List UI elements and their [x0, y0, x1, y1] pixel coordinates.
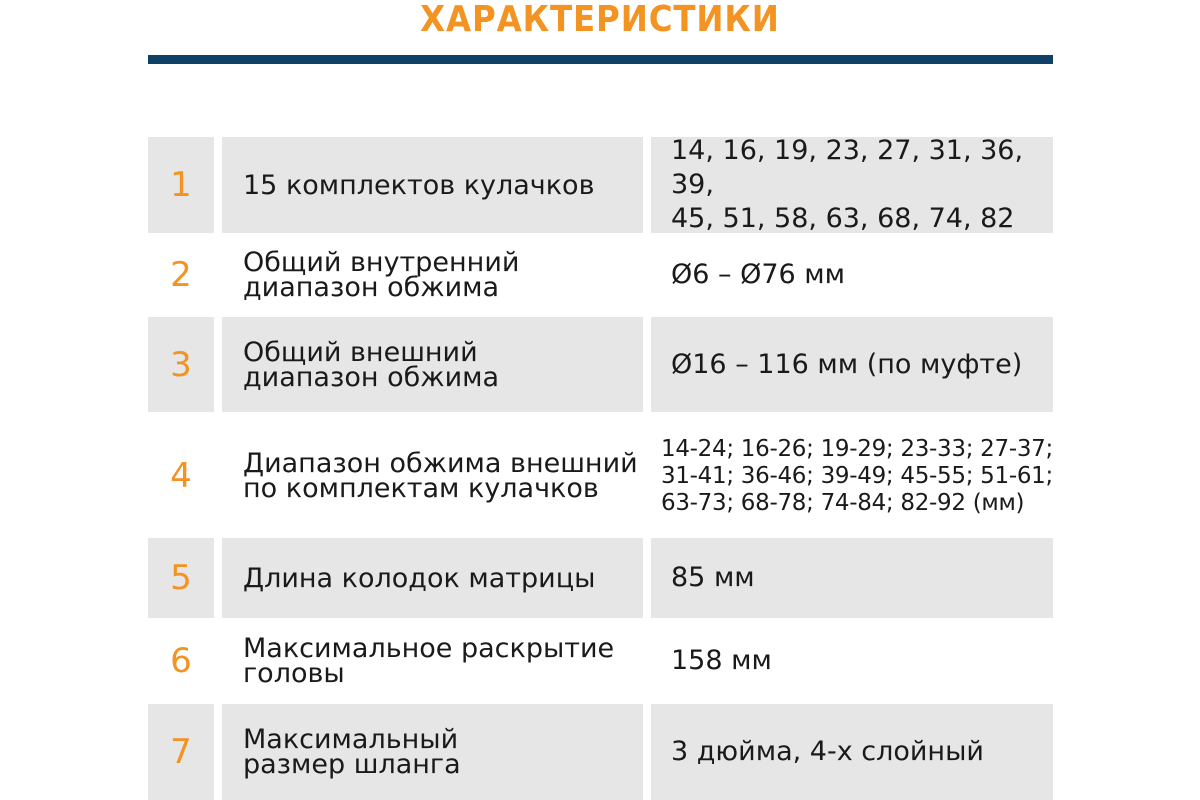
row-value — [651, 137, 1053, 233]
title-divider — [148, 55, 1053, 64]
row-value — [651, 621, 1053, 701]
table-row — [0, 621, 1200, 701]
row-number: 7 — [148, 704, 214, 800]
row-value-text: 14, 16, 19, 23, 27, 31, 36, 39, 45, 51, 58, 63, 68, 74, 82 — [671, 135, 1024, 234]
row-number: 2 — [170, 255, 192, 295]
row-parameter-text: Максимальный размер шланга — [243, 724, 461, 780]
row-number: 5 — [148, 538, 214, 618]
row-parameter-text: Общий внешний диапазон обжима — [243, 336, 500, 393]
row-parameter-text: 15 комплектов кулачков — [243, 169, 595, 201]
row-parameter-text: Длина колодок матрицы — [243, 562, 596, 594]
table-row — [0, 236, 1200, 314]
row-parameter — [222, 236, 643, 314]
row-value-text: 85 мм — [671, 562, 755, 593]
row-number: 4 — [170, 456, 192, 496]
row-value — [651, 236, 1053, 314]
table-row — [0, 317, 1200, 412]
row-value — [651, 317, 1053, 412]
row-parameter-text: Диапазон обжима внешний по комплектам кулачков — [243, 448, 638, 504]
table-row — [0, 538, 1200, 618]
row-value-text: Ø6 – Ø76 мм — [671, 259, 846, 290]
row-value-text: 158 мм — [671, 645, 772, 676]
row-parameter — [222, 704, 643, 800]
row-number: 3 — [148, 317, 214, 412]
row-value-text: 3 дюйма, 4-х слойный — [671, 736, 984, 767]
row-parameter — [222, 317, 643, 412]
row-parameter — [222, 137, 643, 233]
page-title: ХАРАКТЕРИСТИКИ — [420, 0, 780, 40]
table-row — [0, 416, 1200, 536]
row-value-text: Ø16 – 116 мм (по муфте) — [671, 348, 1023, 380]
row-parameter-text: Максимальное раскрытие головы — [243, 633, 615, 689]
row-parameter — [222, 416, 643, 536]
row-parameter — [222, 538, 643, 618]
table-row — [0, 704, 1200, 800]
row-parameter — [222, 621, 643, 701]
row-number: 1 — [148, 137, 214, 233]
row-value-text: 14-24; 16-26; 19-29; 23-33; 27-37; 31-41; 36-46; 39-49; 45-55; 51-61; 63-73; 68-78; 74-84; 82-92 (мм) — [661, 435, 1053, 516]
row-parameter-text: Общий внутренний диапазон обжима — [243, 247, 520, 303]
row-value — [651, 538, 1053, 618]
row-value — [651, 416, 1053, 536]
table-row — [0, 137, 1200, 233]
row-number: 6 — [170, 641, 192, 681]
row-value — [651, 704, 1053, 800]
